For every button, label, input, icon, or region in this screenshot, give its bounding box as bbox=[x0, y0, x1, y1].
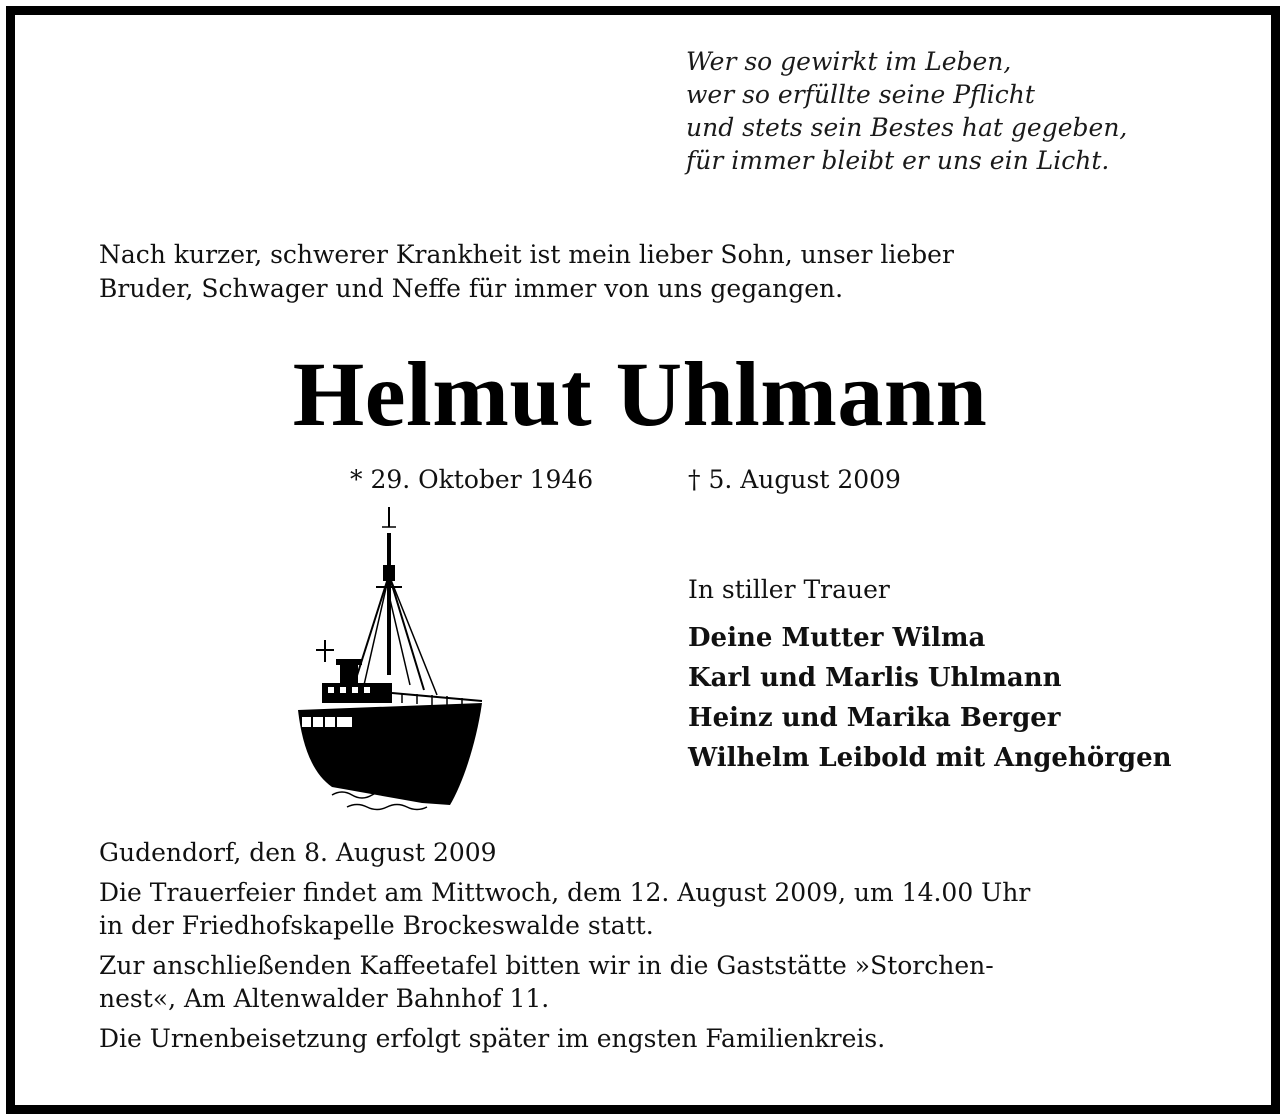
mourner-name: Wilhelm Leibold mit Angehörgen bbox=[688, 743, 1172, 773]
burial-info: Die Urnenbeisetzung erfolgt später im engsten Familienkreis. bbox=[99, 1024, 886, 1053]
mourner-name: Karl und Marlis Uhlmann bbox=[688, 663, 1062, 693]
ship-icon bbox=[292, 505, 488, 817]
mourners-block bbox=[688, 574, 1172, 778]
coffee-info: Zur anschließenden Kaffeetafel bitten wir in die Gaststätte »Storchen- nest«, Am Altenwalder Bahnhof 11. bbox=[99, 951, 994, 1013]
mourner-name: Deine Mutter Wilma bbox=[688, 623, 986, 653]
poem-line: wer so erfüllte seine Pflicht bbox=[686, 80, 1035, 109]
memorial-poem bbox=[686, 45, 1127, 177]
poem-line: und stets sein Bestes hat gegeben, bbox=[686, 113, 1128, 142]
footer-notes bbox=[99, 836, 1184, 1062]
intro-text bbox=[99, 238, 954, 306]
deceased-name: Helmut Uhlmann bbox=[292, 343, 988, 445]
poem-line: für immer bleibt er uns ein Licht. bbox=[686, 146, 1110, 175]
birth-date: * 29. Oktober 1946 bbox=[350, 465, 594, 494]
intro-line: Bruder, Schwager und Neffe für immer von uns gegangen. bbox=[99, 274, 844, 303]
intro-line: Nach kurzer, schwerer Krankheit ist mein lieber Sohn, unser lieber bbox=[99, 240, 954, 269]
ceremony-info: Die Trauerfeier findet am Mittwoch, dem 12. August 2009, um 14.00 Uhr in der Friedhofskapelle Brockeswalde statt. bbox=[99, 878, 1031, 940]
poem-line: Wer so gewirkt im Leben, bbox=[686, 47, 1012, 76]
place-date: Gudendorf, den 8. August 2009 bbox=[99, 838, 497, 867]
mourning-intro: In stiller Trauer bbox=[688, 575, 890, 604]
mourner-name: Heinz und Marika Berger bbox=[688, 703, 1061, 733]
death-date: † 5. August 2009 bbox=[688, 465, 901, 494]
